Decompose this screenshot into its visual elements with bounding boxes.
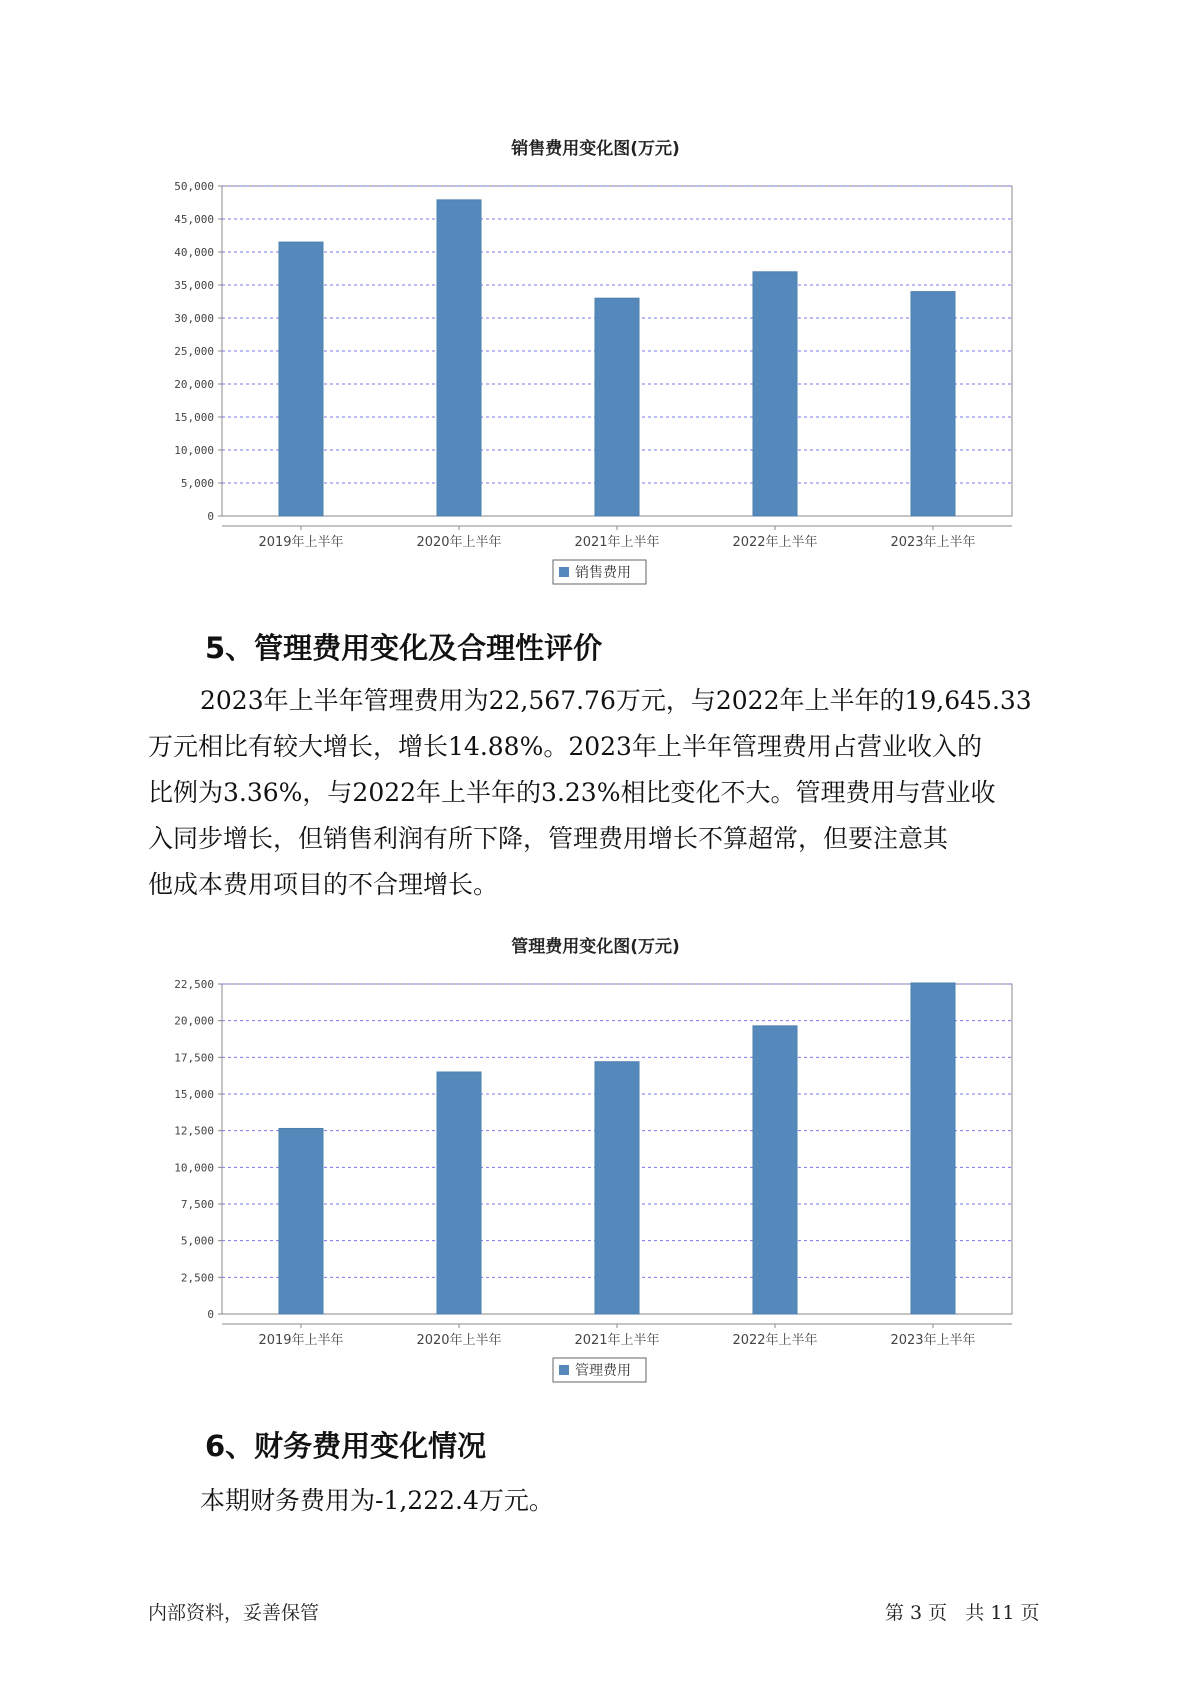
sales-chart-title: 销售费用变化图(万元) [511,139,680,159]
section6-line-1: 本期财务费用为-1,222.4万元。 [200,1486,554,1515]
admin-bar [279,1128,323,1314]
admin-expense-chart [0,948,1191,1379]
sales-xtick-label: 2020年上半年 [416,535,502,550]
admin-ytick-label: 12,500 [174,1124,214,1138]
sales-ytick-label: 35,000 [174,279,214,292]
section5-line-5: 他成本费用项目的不合理增长。 [148,870,499,899]
sales-ytick-label: 50,000 [174,180,214,193]
sales-ytick-label: 45,000 [174,213,214,226]
sales-bar [279,242,323,516]
sales-ytick-label: 20,000 [174,378,214,391]
admin-bar [911,983,955,1314]
sales-bar [437,200,481,516]
admin-ytick-label: 0 [207,1308,214,1321]
sales-ytick-label: 25,000 [174,345,214,358]
admin-xtick-label: 2022年上半年 [732,1333,818,1348]
admin-chart-title: 管理费用变化图(万元) [511,937,680,957]
admin-ytick-label: 2,500 [180,1271,214,1285]
admin-bar [437,1072,481,1314]
sales-ytick-label: 30,000 [174,312,214,325]
sales-bar [595,298,639,516]
admin-ytick-label: 7,500 [180,1198,214,1211]
admin-ytick-label: 10,000 [174,1161,214,1175]
admin-ytick-label: 22,500 [174,978,214,991]
footer-left: 内部资料，妥善保管 [148,1602,320,1624]
admin-legend-swatch [559,1365,569,1375]
admin-ytick-label: 5,000 [180,1234,214,1248]
admin-ytick-label: 15,000 [174,1088,214,1101]
section6-paragraph [148,1478,1078,1524]
sales-xtick-label: 2022年上半年 [732,535,818,550]
sales-ytick-label: 15,000 [174,411,214,424]
sales-ytick-label: 10,000 [174,444,214,457]
admin-xtick-label: 2023年上半年 [890,1333,976,1348]
admin-ytick-label: 17,500 [174,1051,214,1065]
admin-bar [595,1062,639,1314]
sales-legend-swatch [559,567,569,577]
admin-bar [753,1026,797,1314]
admin-legend-label: 管理费用 [575,1363,631,1379]
section5-heading: 5、管理费用变化及合理性评价 [205,631,603,665]
admin-xtick-label: 2021年上半年 [574,1333,660,1348]
admin-xtick-label: 2019年上半年 [258,1333,344,1348]
section5-line-1: 2023年上半年管理费用为22,567.76万元，与2022年上半年的19,645.33 [200,686,1032,715]
sales-ytick-label: 0 [207,510,214,523]
section6-heading: 6、财务费用变化情况 [205,1429,487,1463]
sales-xtick-label: 2019年上半年 [258,535,344,550]
section5-paragraph [148,678,1078,908]
sales-legend-label: 销售费用 [575,565,631,581]
sales-expense-chart [0,150,1191,581]
admin-xtick-label: 2020年上半年 [416,1333,502,1348]
sales-bar [911,292,955,516]
sales-xtick-label: 2023年上半年 [890,535,976,550]
section5-line-4: 入同步增长，但销售利润有所下降，管理费用增长不算超常，但要注意其 [148,824,949,853]
footer-page-info: 第 3 页 共 11 页 [885,1602,1040,1624]
section5-line-3: 比例为3.36%，与2022年上半年的3.23%相比变化不大。管理费用与营业收 [148,778,996,807]
section5-line-2: 万元相比有较大增长，增长14.88%。2023年上半年管理费用占营业收入的 [148,732,982,761]
sales-ytick-label: 5,000 [180,477,214,490]
sales-bar [753,272,797,516]
sales-ytick-label: 40,000 [174,246,214,259]
admin-ytick-label: 20,000 [174,1014,214,1028]
sales-xtick-label: 2021年上半年 [574,535,660,550]
